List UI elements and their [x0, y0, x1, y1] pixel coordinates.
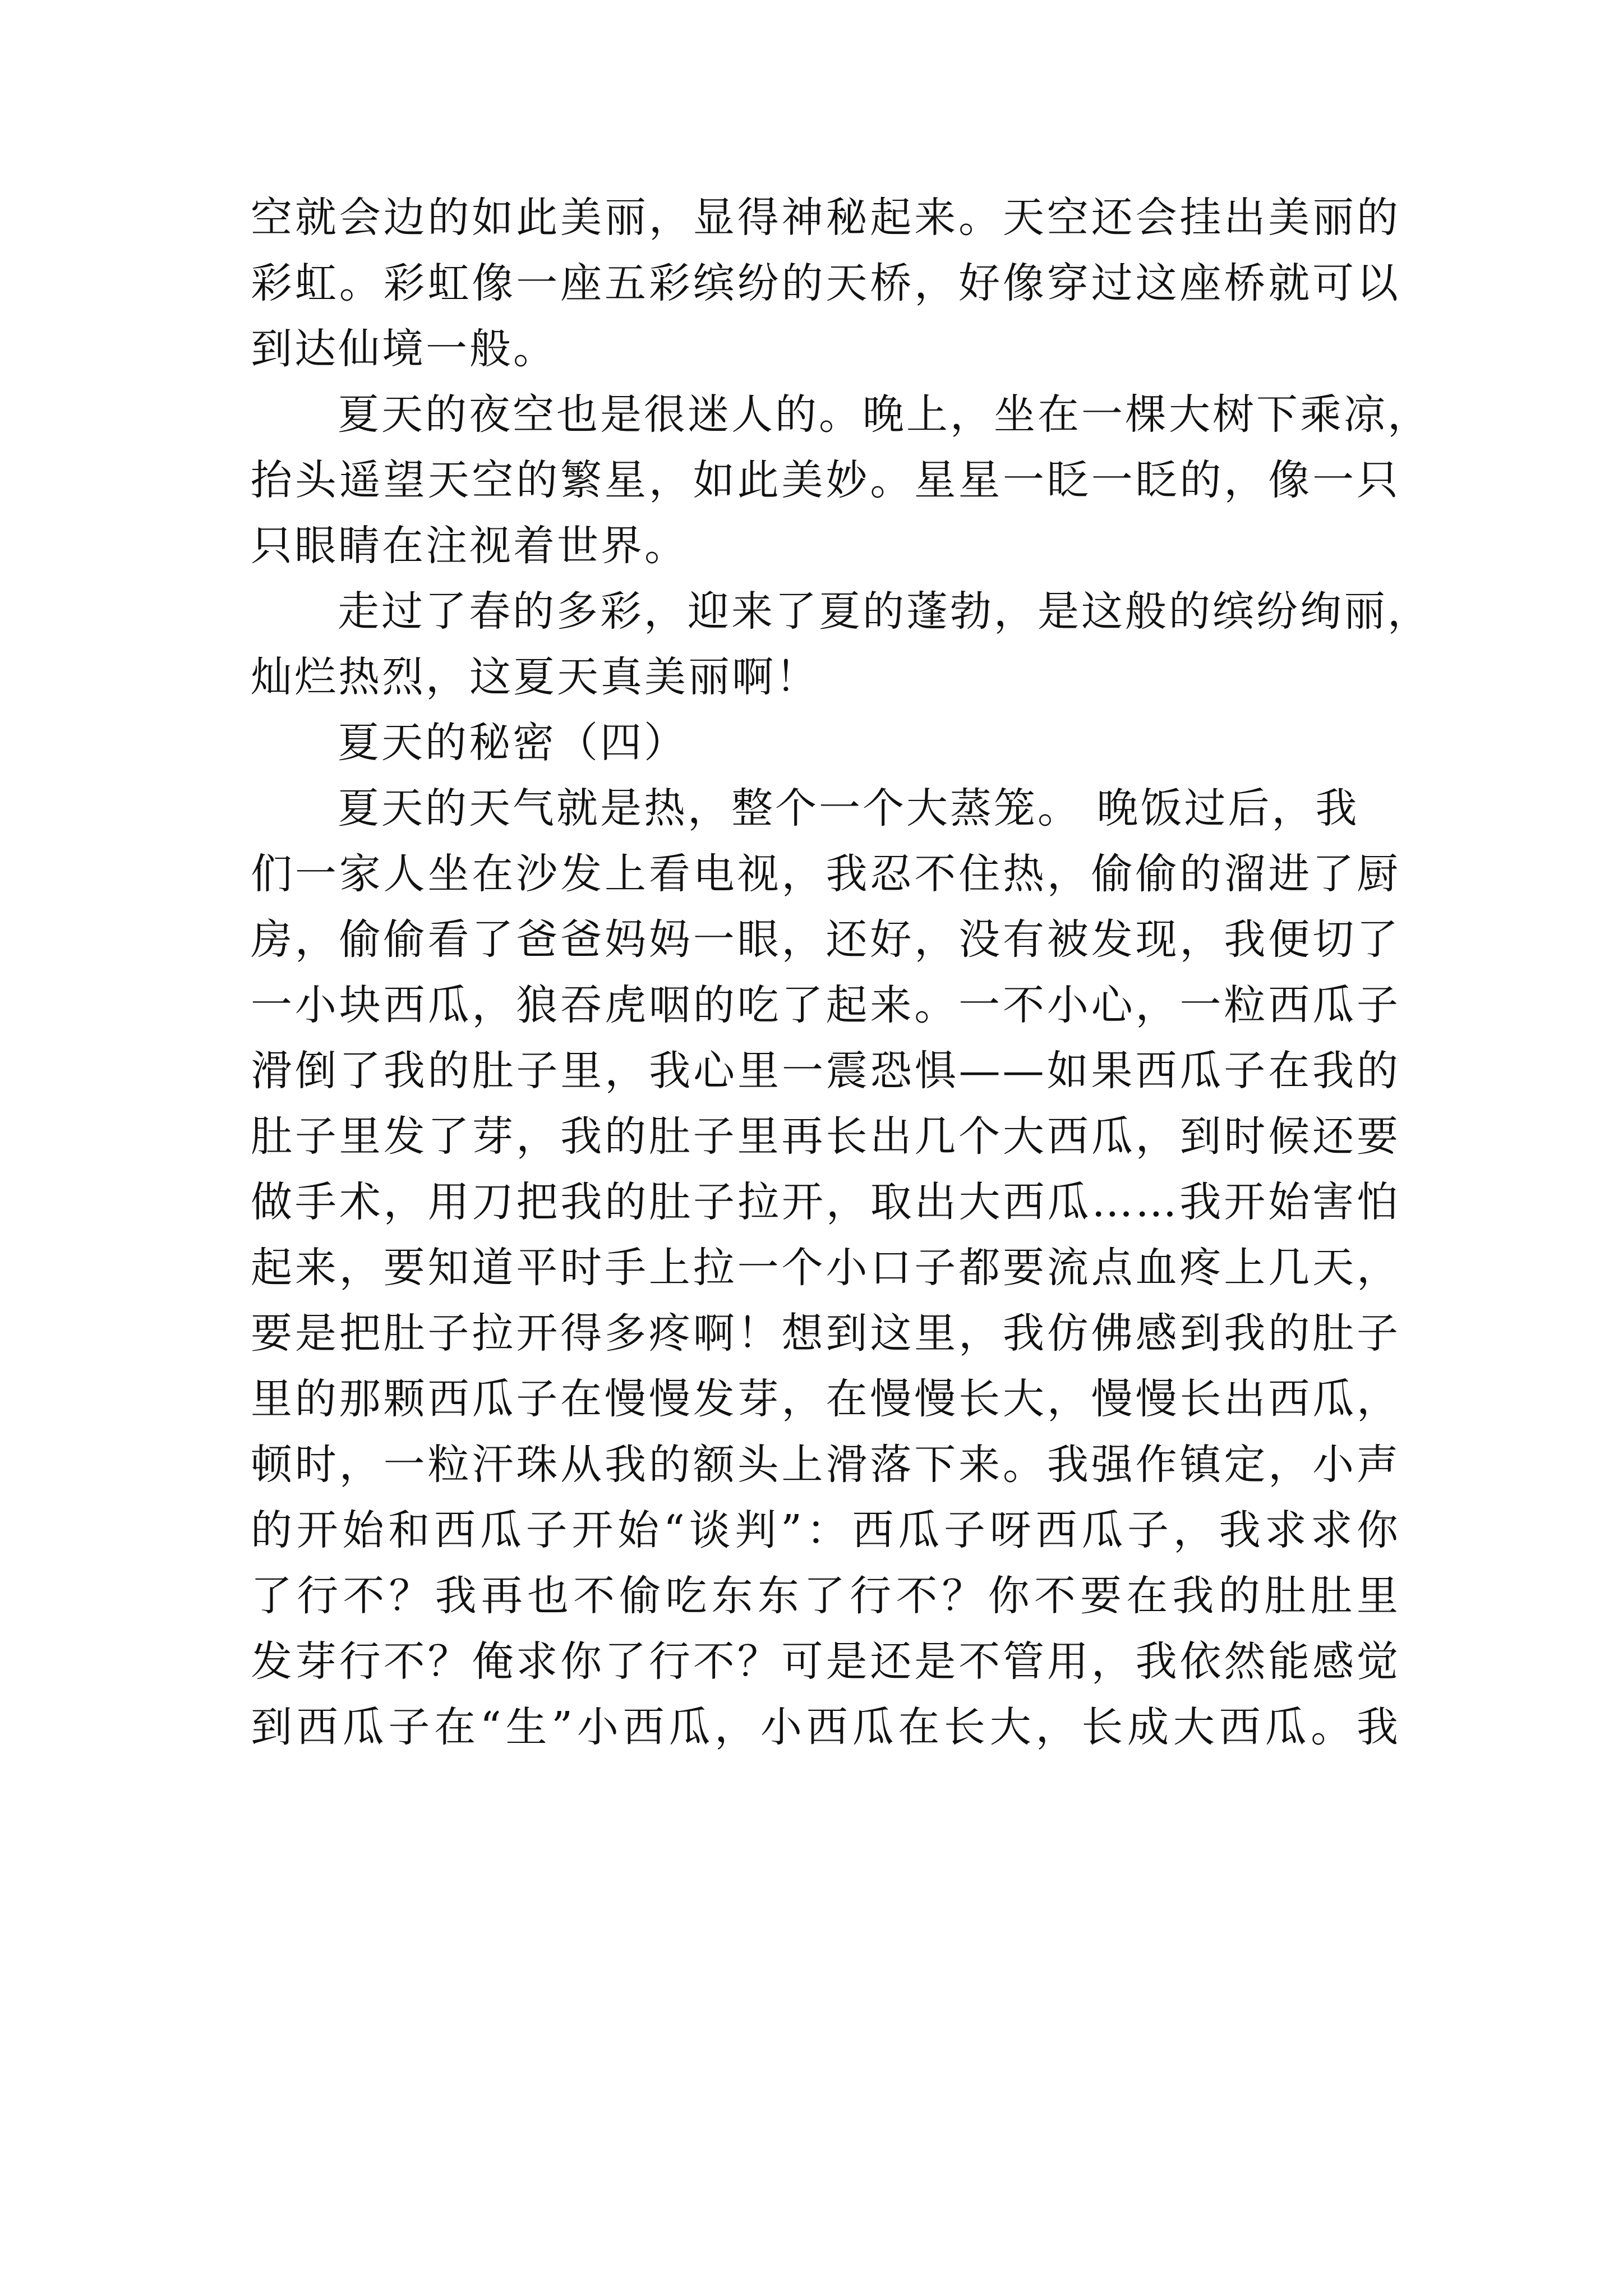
text-line: 要是把肚子拉开得多疼啊！想到这里，我仿佛感到我的肚子: [251, 1309, 1400, 1358]
text-line: 滑倒了我的肚子里，我心里一震恐惧——如果西瓜子在我的: [251, 1047, 1400, 1095]
text-line: 肚子里发了芽，我的肚子里再长出几个大西瓜，到时候还要: [251, 1112, 1400, 1161]
text-line: 灿烂热烈，这夏天真美丽啊！: [251, 653, 819, 701]
text-line: 到西瓜子在“生”小西瓜，小西瓜在长大，长成大西瓜。我: [251, 1703, 1400, 1751]
text-line: 起来，要知道平时手上拉一个小口子都要流点血疼上几天，: [251, 1244, 1400, 1292]
text-line: 只眼睛在注视着世界。: [251, 522, 688, 570]
text-line: 了行不？我再也不偷吃东东了行不？你不要在我的肚肚里: [251, 1572, 1400, 1620]
text-line: 房，偷偷看了爸爸妈妈一眼，还好，没有被发现，我便切了: [251, 915, 1400, 964]
text-line: 抬头遥望天空的繁星，如此美妙。星星一眨一眨的，像一只: [251, 456, 1400, 504]
text-line: 夏天的天气就是热，整个一个大蒸笼。 晚饭过后，我: [338, 784, 1359, 832]
section-heading: 夏天的秘密（四）: [338, 719, 688, 767]
text-line: 走过了春的多彩，迎来了夏的蓬勃，是这般的缤纷绚丽，: [338, 587, 1431, 636]
text-line: 发芽行不？俺求你了行不？可是还是不管用，我依然能感觉: [251, 1637, 1400, 1686]
text-line: 们一家人坐在沙发上看电视，我忍不住热，偷偷的溜进了厨: [251, 850, 1400, 898]
text-line: 夏天的夜空也是很迷人的。晚上，坐在一棵大树下乘凉，: [338, 390, 1431, 439]
text-line: 里的那颗西瓜子在慢慢发芽，在慢慢长大，慢慢长出西瓜，: [251, 1375, 1400, 1423]
text-line: 到达仙境一般。: [251, 325, 557, 373]
text-line: 彩虹。彩虹像一座五彩缤纷的天桥，好像穿过这座桥就可以: [251, 259, 1400, 307]
text-line: 空就会边的如此美丽，显得神秘起来。天空还会挂出美丽的: [251, 194, 1400, 242]
text-line: 一小块西瓜，狼吞虎咽的吃了起来。一不小心，一粒西瓜子: [251, 981, 1400, 1029]
text-line: 顿时，一粒汗珠从我的额头上滑落下来。我强作镇定，小声: [251, 1441, 1400, 1489]
text-line: 的开始和西瓜子开始“谈判”：西瓜子呀西瓜子，我求求你: [251, 1506, 1400, 1554]
body-text: [251, 185, 1431, 1760]
text-line: 做手术，用刀把我的肚子拉开，取出大西瓜……我开始害怕: [251, 1178, 1400, 1226]
